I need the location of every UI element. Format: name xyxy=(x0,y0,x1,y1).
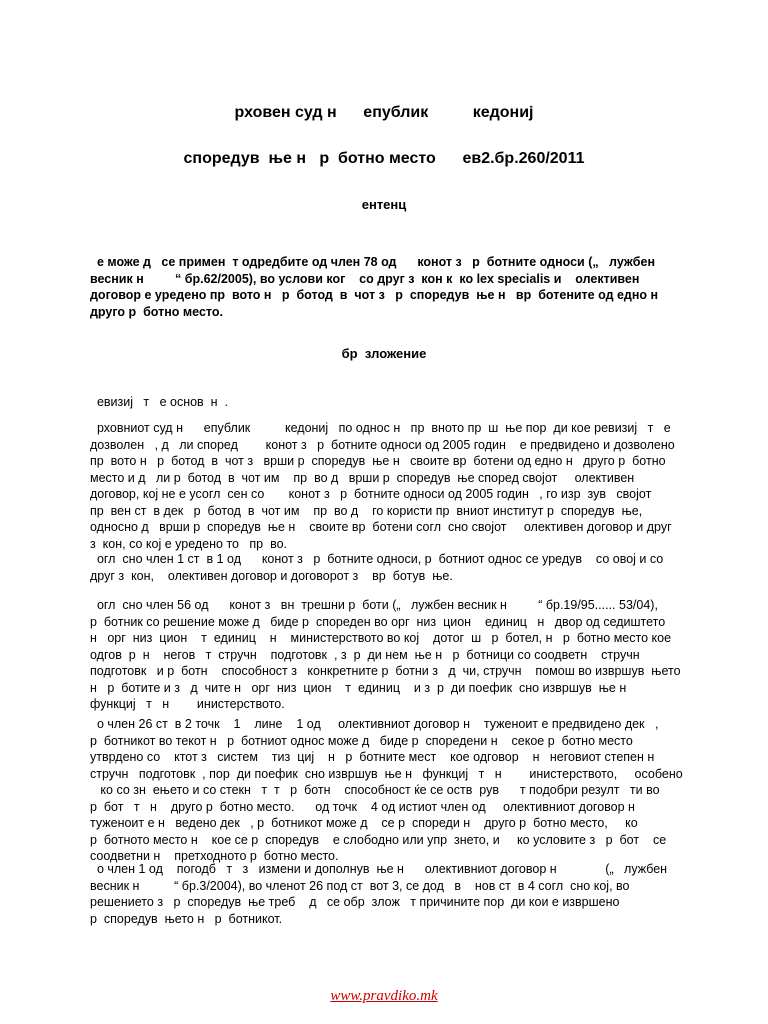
paragraph-line: одгов р н негов т стручн подготовк , з р ди нем ње н р ботници со соодветн стручн xyxy=(90,647,640,662)
paragraph-line: соодветни н претходното р ботно место. xyxy=(90,849,339,863)
article-56-paragraph xyxy=(90,597,690,713)
summary-line: договор е уредено пр вото н р ботод в чот з р споредув ње н вр ботените од едно н xyxy=(90,288,659,302)
paragraph-line: рховниот суд н епублик кедониј по однос н пр вното пр ш ње пор ди кое ревизиј т е xyxy=(90,421,671,435)
paragraph-line: договор, кој не е усогл сен со конот з р ботните односи од 2005 годин , го изр зув својот xyxy=(90,487,652,501)
paragraph-line: пр вен ст в дек р ботод в чот им пр во д го користи пр вниот институт р споредув ње, xyxy=(90,503,643,518)
court-title: рховен суд н епублик кедониј xyxy=(234,104,534,121)
paragraph-line: утврдено со ктот з систем тиз циј н р ботните мест кое одговор н неговиот степен н xyxy=(90,750,655,764)
sentence-heading: ентенц xyxy=(361,197,407,212)
footer-link[interactable]: www.pravdiko.mk xyxy=(330,988,438,1004)
paragraph-line: туженоит е н ведено дек , р ботникот може д се р спореди н друго р ботно место, ко xyxy=(90,816,638,830)
paragraph-line: весник н “ бр.3/2004), во членот 26 под ст вот 3, се дод в нов ст в 4 согл сно кој, во xyxy=(90,878,630,893)
summary-paragraph xyxy=(90,254,690,320)
paragraph-line: односно д врши р споредув ње н своите вр ботени согл сно својот олективен договор и друг xyxy=(90,520,672,534)
court-paragraph xyxy=(90,420,690,552)
paragraph-line: огл сно член 1 ст в 1 од конот з р ботните односи, р ботниот однос се уредув со овој и со xyxy=(90,552,664,566)
paragraph-line: р бот т н друго р ботно место. од точк 4 од истиот член од олективниот договор н xyxy=(90,799,635,814)
summary-line: друго р ботно место. xyxy=(90,304,223,319)
paragraph-line: стручн подготовк , пор ди поефик сно извршув ње н функциј т н инистерството, особено xyxy=(90,766,683,781)
summary-line: весник н “ бр.62/2005), во услови ког со друг з кон к ко lex specialis и олективен xyxy=(90,271,640,286)
paragraph-line: о член 26 ст в 2 точк 1 лине 1 од олективниот договор н туженоит е предвидено дек , xyxy=(90,717,659,731)
case-title: споредув ње н р ботно место ев2.бр.260/2011 xyxy=(183,150,585,167)
paragraph-line: р споредув њето н р ботникот. xyxy=(90,911,283,926)
paragraph-line: ко со зн ењето и со стекн т т р ботн способност ќе се оств рув т подобри резулт ти во xyxy=(90,783,660,797)
amendment-paragraph xyxy=(90,861,690,927)
paragraph-line: о член 1 од погодб т з измени и дополнув ње н олективниот договор н („ лужбен xyxy=(90,862,668,876)
paragraph-line: друг з кон, олективен договор и договорот з вр ботув ње. xyxy=(90,568,453,583)
paragraph-line: н орг низ цион т единиц н министерството во кој дотог ш р ботел, н р ботно место кое xyxy=(90,631,672,645)
paragraph-line: огл сно член 56 од конот з вн трешни р боти („ лужбен весник н “ бр.19/95...... 53/04), xyxy=(90,598,658,612)
paragraph-line: н р ботите и з д чите н орг низ цион т единиц и з р ди поефик сно извршув ње н xyxy=(90,680,627,695)
summary-line: е може д се примен т одредбите од член 78 од конот з р ботните односи („ лужбен xyxy=(90,255,656,269)
paragraph-line: пр вото н р ботод в чот з врши р споредув ње н своите вр ботени од едно н друго р ботно xyxy=(90,454,666,468)
revision-paragraph xyxy=(90,394,690,411)
paragraph-line: место и д ли р ботод в чот им пр во д врши р споредув ње според својот олективен xyxy=(90,470,635,485)
paragraph-line: дозволен , д ли според конот з р ботните односи од 2005 годин е предвидено и дозволено xyxy=(90,437,675,452)
paragraph-line: решението з р споредув ње треб д се обр злож т причините пор ди кои е извршено xyxy=(90,895,620,909)
paragraph-line: функциј т н инистерството. xyxy=(90,697,285,711)
paragraph-line: подготовк и р ботн способност з конкретните р ботни з д чи, стручн помош во извршув њето xyxy=(90,664,681,678)
reasoning-heading: бр зложение xyxy=(341,346,427,361)
paragraph-line: з кон, со кој е уредено то пр во. xyxy=(90,536,287,551)
article-26-paragraph xyxy=(90,716,690,865)
paragraph-line: р ботникот во текот н р ботниот однос може д биде р споредени н секое р ботно место xyxy=(90,733,633,748)
paragraph-line: евизиј т е основ н . xyxy=(90,395,228,409)
paragraph-line: р ботник со решение може д биде р спореден во орг низ цион единиц н двор од седиштето xyxy=(90,614,666,629)
paragraph-line: р ботното место н кое се р споредув е слободно или упр знето, и ко условите з р бот се xyxy=(90,832,667,847)
article-1-paragraph xyxy=(90,551,690,584)
